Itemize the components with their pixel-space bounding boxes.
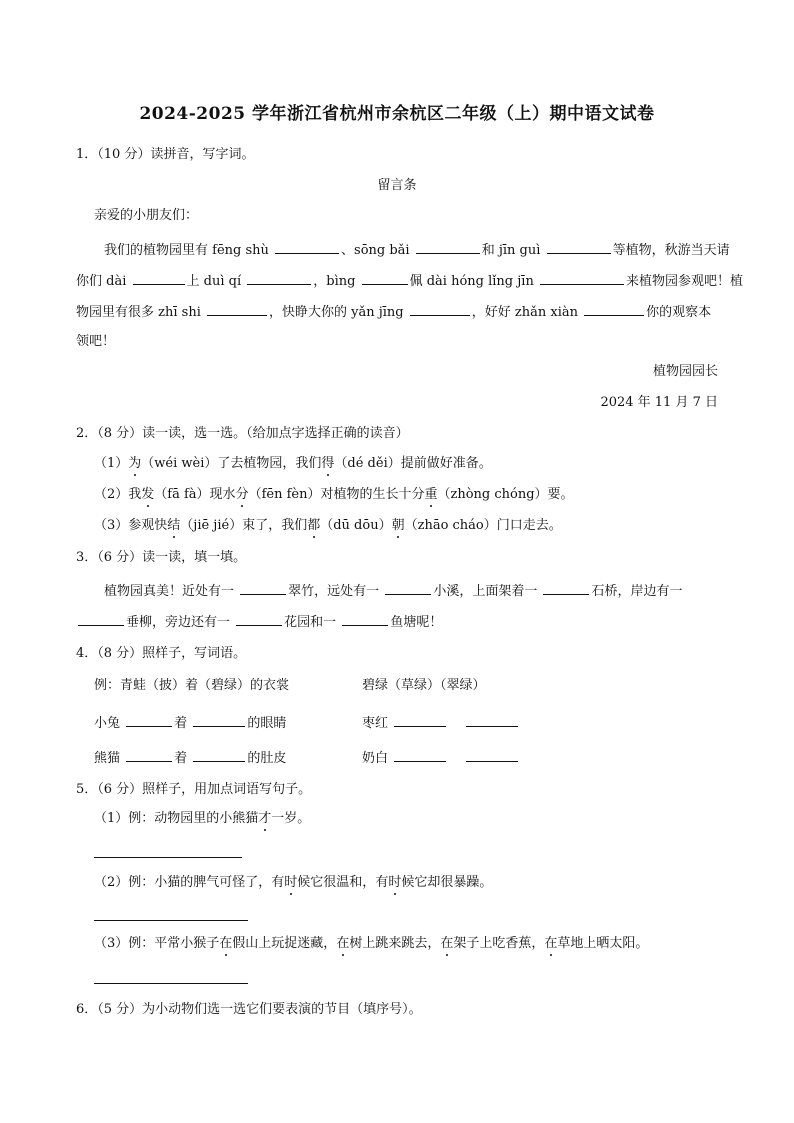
answer-blank[interactable] xyxy=(543,581,589,595)
answer-blank[interactable] xyxy=(385,581,431,595)
dotted-char: 分 xyxy=(235,487,249,502)
dotted-char: 在 xyxy=(219,936,233,951)
q6-heading: 6．（5 分）为小动物们选一选它们要表演的节目（填序号）。 xyxy=(76,1002,422,1017)
answer-blank[interactable] xyxy=(126,713,172,727)
answer-line-3[interactable] xyxy=(94,983,248,984)
answer-blank[interactable] xyxy=(247,271,311,285)
answer-blank[interactable] xyxy=(236,612,282,626)
answer-blank[interactable] xyxy=(394,748,446,762)
answer-line-1[interactable] xyxy=(94,857,242,858)
q1-line-2: 你们 dài 上 duì qí ，bìng 佩 dài hóng lǐng jīn 来植物园参观吧！植 xyxy=(76,271,743,291)
q1-heading: 1．（10 分）读拼音，写字词。 xyxy=(76,147,255,162)
q3-line-1: 植物园真美！近处有一 翠竹，远处有一 小溪，上面架着一 石桥，岸边有一 xyxy=(104,581,682,601)
exam-title: 2024-2025 学年浙江省杭州市余杭区二年级（上）期中语文试卷 xyxy=(139,104,655,124)
q1-line-3: 物园里有很多 zhī shi ，快睁大你的 yǎn jīng ，好好 zhǎn xiàn 你的观察本 xyxy=(76,302,711,322)
q5-example-2: （2）例：小猫的脾气可怪了，有时候它很温和，有时候它却很暴躁。 xyxy=(94,875,493,890)
q4-row-1-b: 枣红 xyxy=(362,713,520,733)
answer-blank[interactable] xyxy=(275,240,339,254)
answer-line-2[interactable] xyxy=(94,920,248,921)
answer-blank[interactable] xyxy=(584,302,644,316)
answer-blank[interactable] xyxy=(466,713,518,727)
answer-blank[interactable] xyxy=(193,748,245,762)
answer-blank[interactable] xyxy=(126,748,172,762)
q1-line-1: 我们的植物园里有 fēng shù 、sōng bǎi 和 jīn guì 等植物，秋游当天请 xyxy=(104,240,730,260)
answer-blank[interactable] xyxy=(78,612,124,626)
dotted-char: 结 xyxy=(167,518,181,533)
dotted-char: 在 xyxy=(544,936,558,951)
q2-item-1: （1）为（wéi wèi）了去植物园，我们得（dé děi）提前做好准备。 xyxy=(94,456,492,471)
q4-row-1: 小兔 着 的眼睛 xyxy=(94,713,286,733)
q2-item-3: （3）参观快结（jiē jié）束了，我们都（dū dōu）朝（zhāo cháo）门口走去。 xyxy=(94,518,562,533)
answer-blank[interactable] xyxy=(342,612,388,626)
note-signature: 植物园园长 xyxy=(652,364,718,379)
q4-row-2: 熊猫 着 的肚皮 xyxy=(94,748,286,768)
dotted-word: 有时候 xyxy=(271,875,311,890)
dotted-char: 发 xyxy=(141,487,155,502)
answer-blank[interactable] xyxy=(362,271,408,285)
dotted-word: 有时候 xyxy=(375,875,415,890)
q4-row-2-b: 奶白 xyxy=(362,748,520,768)
q5-heading: 5．（6 分）照样子，用加点词语写句子。 xyxy=(76,782,312,797)
dotted-char: 都 xyxy=(307,518,321,533)
q4-example-2: 碧绿（草绿）（翠绿） xyxy=(362,678,486,693)
note-title: 留言条 xyxy=(377,178,417,193)
q2-heading: 2．（8 分）读一读，选一选。（给加点字选择正确的读音） xyxy=(76,426,409,441)
answer-blank[interactable] xyxy=(540,271,624,285)
q2-item-2: （2）我发（fā fà）现水分（fēn fèn）对植物的生长十分重（zhòng chóng）要。 xyxy=(94,487,574,502)
answer-blank[interactable] xyxy=(240,581,286,595)
dotted-char: 朝 xyxy=(391,518,405,533)
answer-blank[interactable] xyxy=(466,748,518,762)
q3-line-2: 垂柳，旁边还有一 花园和一 鱼塘呢！ xyxy=(76,612,442,632)
q3-heading: 3．（6 分）读一读，填一填。 xyxy=(76,550,247,565)
dotted-char: 在 xyxy=(336,936,350,951)
answer-blank[interactable] xyxy=(394,713,446,727)
dotted-char: 才 xyxy=(258,811,272,826)
dotted-char: 重 xyxy=(424,487,438,502)
q4-heading: 4．（8 分）照样子，写词语。 xyxy=(76,646,247,661)
q5-example-1: （1）例：动物园里的小熊猫才一岁。 xyxy=(94,811,311,826)
answer-blank[interactable] xyxy=(193,713,245,727)
dotted-char: 为 xyxy=(128,456,142,471)
q4-example-1: 例：青蛙（披）着（碧绿）的衣裳 xyxy=(94,678,290,693)
answer-blank[interactable] xyxy=(416,240,480,254)
note-greeting: 亲爱的小朋友们： xyxy=(94,208,199,223)
note-date: 2024 年 11 月 7 日 xyxy=(600,395,718,410)
dotted-char: 在 xyxy=(440,936,454,951)
dotted-char: 得 xyxy=(321,456,335,471)
answer-blank[interactable] xyxy=(410,302,470,316)
q5-example-3: （3）例：平常小猴子在假山上玩捉迷藏，在树上跳来跳去，在架子上吃香蕉，在草地上晒太阳。 xyxy=(94,936,649,951)
answer-blank[interactable] xyxy=(207,302,267,316)
q1-line-4: 领吧！ xyxy=(76,334,116,349)
answer-blank[interactable] xyxy=(547,240,611,254)
answer-blank[interactable] xyxy=(133,271,185,285)
